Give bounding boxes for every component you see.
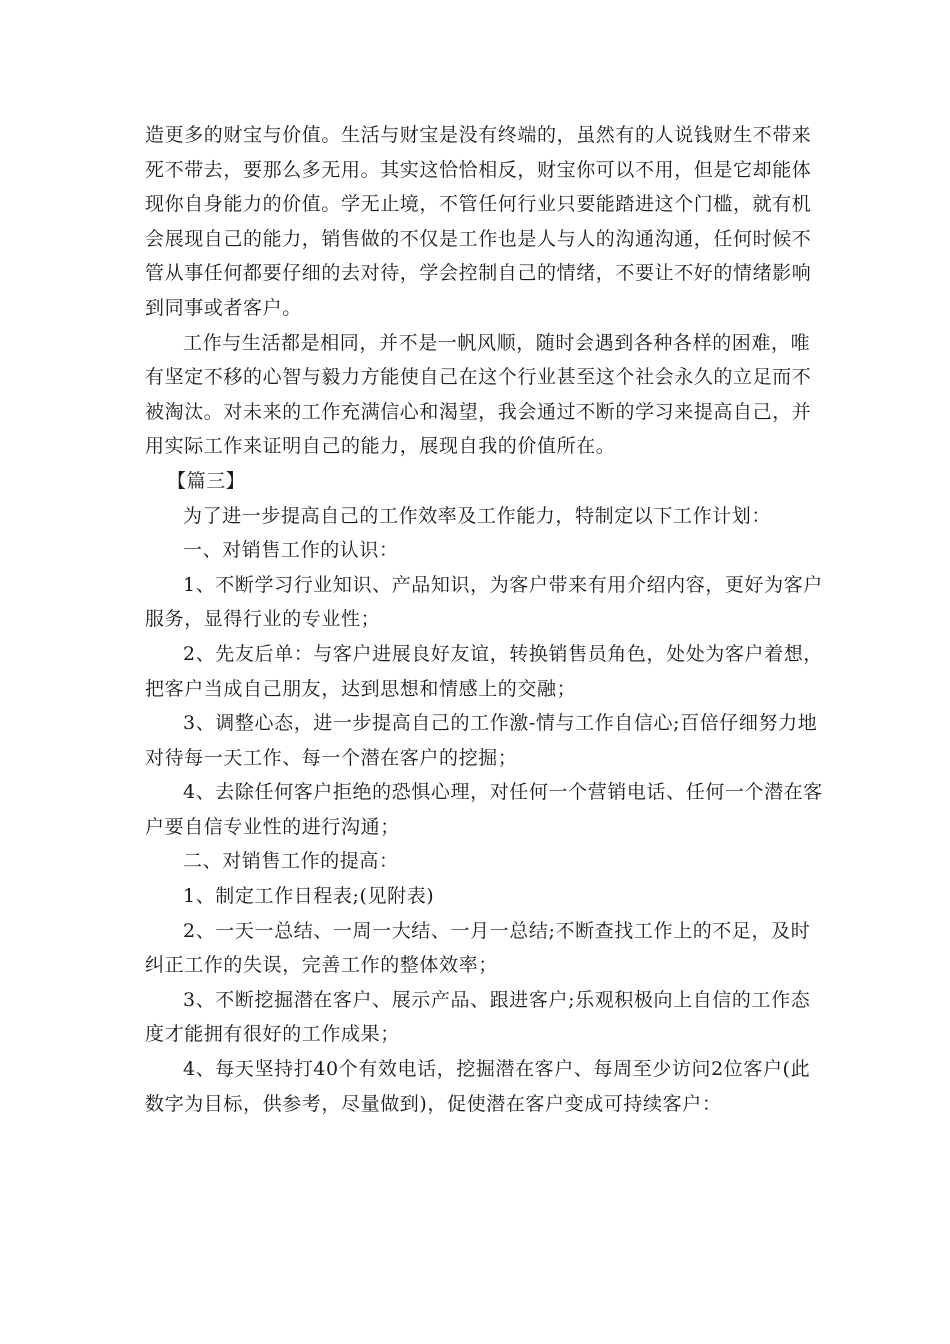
- text-line: 会展现自己的能力，销售做的不仅是工作也是人与人的沟通沟通，任何时候不: [145, 227, 812, 250]
- list-item: [145, 706, 818, 775]
- text-line: 一、对销售工作的认识：: [183, 539, 399, 562]
- text-line: 被淘汰。对未来的工作充满信心和渴望，我会通过不断的学习来提高自己，并: [145, 400, 812, 423]
- list-item: [145, 637, 823, 706]
- text-line: 纠正工作的失误，完善工作的整体效率；: [145, 954, 498, 977]
- text-line: 3、调整心态，进一步提高自己的工作激-情与工作自信心;百倍仔细努力地: [183, 712, 818, 735]
- text-line: 1、不断学习行业知识、产品知识，为客户带来有用介绍内容，更好为客户: [183, 573, 823, 596]
- text-line: 数字为目标，供参考，尽量做到)，促使潜在客户变成可持续客户：: [145, 1092, 722, 1115]
- text-line: 2、先友后单：与客户进展良好友谊，转换销售员角色，处处为客户着想，: [183, 642, 823, 665]
- text-line: 二、对销售工作的提高：: [183, 850, 399, 873]
- paragraph-continuation: [145, 118, 812, 326]
- text-line: 对待每一天工作、每一个潜在客户的挖掘；: [145, 746, 518, 769]
- text-line: 户要自信专业性的进行沟通；: [145, 815, 400, 838]
- text-line: 1、制定工作日程表;(见附表): [183, 885, 435, 908]
- text-line: 管从事任何都要仔细的去对待，学会控制自己的情绪，不要让不好的情绪影响: [145, 262, 812, 285]
- text-line: 4、每天坚持打40个有效电话，挖掘潜在客户、每周至少访问2位客户(此: [183, 1058, 811, 1081]
- text-line: 2、一天一总结、一周一大结、一月一总结;不断查找工作上的不足，及时: [183, 919, 811, 942]
- text-line: 为了进一步提高自己的工作效率及工作能力，特制定以下工作计划：: [183, 504, 772, 527]
- list-item: [145, 568, 823, 637]
- paragraph-work-and-life: [145, 326, 812, 464]
- subheading-understanding: [145, 533, 805, 568]
- text-line: 有坚定不移的心智与毅力方能使自己在这个行业甚至这个社会永久的立足而不: [145, 366, 812, 389]
- text-line: 3、不断挖掘潜在客户、展示产品、跟进客户;乐观积极向上自信的工作态: [183, 988, 811, 1011]
- list-item: [145, 879, 805, 914]
- text-line: 工作与生活都是相同，并不是一帆风顺，随时会遇到各种各样的困难，唯: [183, 331, 811, 354]
- section-heading: [145, 464, 805, 499]
- list-item: [145, 983, 811, 1052]
- text-line: 造更多的财宝与价值。生活与财宝是没有终端的，虽然有的人说钱财生不带来: [145, 124, 812, 146]
- list-item: [145, 914, 811, 983]
- section-heading-text: 【篇三】: [167, 469, 246, 492]
- text-line: 现你自身能力的价值。学无止境，不管任何行业只要能踏进这个门槛，就有机: [145, 193, 812, 216]
- text-line: 度才能拥有很好的工作成果；: [145, 1023, 400, 1046]
- text-line: 到同事或者客户。: [145, 296, 302, 319]
- paragraph-intro: [145, 499, 805, 534]
- text-line: 把客户当成自己朋友，达到思想和情感上的交融；: [145, 677, 577, 700]
- list-item: [145, 1052, 811, 1121]
- document-body: [145, 118, 823, 1121]
- list-item: [145, 775, 823, 844]
- subheading-improvement: [145, 844, 805, 879]
- text-line: 用实际工作来证明自己的能力，展现自我的价值所在。: [145, 435, 616, 458]
- text-line: 服务，显得行业的专业性；: [145, 608, 381, 631]
- text-line: 死不带去，要那么多无用。其实这恰恰相反，财宝你可以不用，但是它却能体: [145, 158, 812, 181]
- text-line: 4、去除任何客户拒绝的恐惧心理，对任何一个营销电话、任何一个潜在客: [183, 781, 823, 804]
